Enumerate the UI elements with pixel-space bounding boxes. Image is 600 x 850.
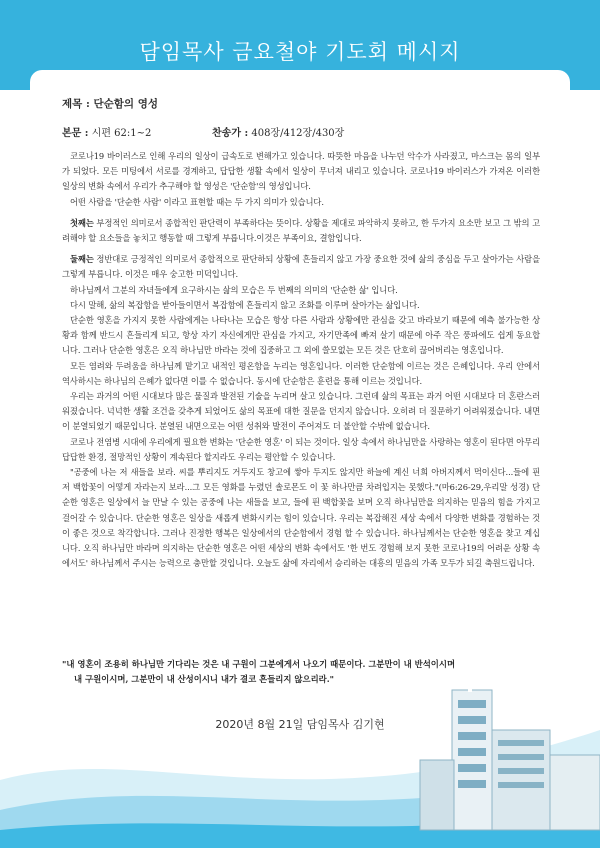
paragraph-second-point: 둘째는 정반대로 긍정적인 의미로서 종합적으로 판단하되 상황에 흔들리지 않고 가장 중요한 것에 삶의 중심을 두고 살아가는 사람을 그렇게 부릅니다. 이것은 매우 숭고한 미덕입니다. (62, 254, 540, 280)
page-title: 담임목사 금요철야 기도회 메시지 (139, 40, 461, 64)
paragraph: "공중에 나는 저 새들을 보라. 씨를 뿌리지도 거두지도 창고에 쌓아 두지도 않지만 하늘에 계신 너희 아버지께서 먹이신다...들에 핀 저 백합꽃이 어떻게 자라는지 보라...그 모든 영화를 누렸던 솔로몬도 이 꽃 하나만큼 차려입지는 못했다."(마6:26-29,우리말 성경) 단순한 영혼은 일상에서 늘 만날 수 있는 공중에 나는 새들을 보고, 들에 핀 백합꽃을 보며 오직 하나님만을 의지하는 믿음의 힘을 가지고 걸어갈 수 있습니다. 단순한 영혼은 일상을 새롭게 변화시키는 힘이 있습니다. 우리는 복잡해진 세상 속에서 다양한 변화를 경험하는 것이 좋은 것으로 착각합니다. 그러나 진정한 행복은 일상에서의 단순함에서 경험 할 수 있습니다. 하나님께서는 단순한 영혼을 찾고 계십니다. 오직 하나님만 바라며 의지하는 단순한 영혼은 어떤 세상의 변화 속에서도 '한 번도 경험해 보지 못한 코로나19의 어려운 상황 속에서도' 하나님께서 주시는 능력으로 충만할 것입니다. 오늘도 삶에 자리에서 승리하는 대흥의 믿음의 가족 모두가 되길 축원드립니다. (62, 467, 540, 569)
quote-line-1: "내 영혼이 조용히 하나님만 기다리는 것은 내 구원이 그분에게서 나오기 때문이다. 그분만이 내 반석이시며 (62, 659, 456, 669)
subject-label: 제목 : (62, 98, 90, 110)
paragraph: 어떤 사람을 '단순한 사람' 이라고 표현할 때는 두 가지 의미가 있습니다. (70, 196, 324, 207)
paragraph: 우리는 과거의 어떤 시대보다 많은 물질과 발전된 기술을 누리며 살고 있습니다. 그런데 삶의 목표는 과거 어떤 시대보다 더 혼란스러워졌습니다. 넉넉한 생활 조건을 갖추게 되었어도 삶의 목표에 대한 질문을 던지지 않습니다. 오히려 더 질문하기 어려워졌습니다. 내면이 분열되었기 때문입니다. 분열된 내면으로는 어떤 성취와 발전이 주어져도 더 불안할 수밖에 없습니다. (62, 391, 540, 432)
subject-value: 단순함의 영성 (93, 98, 158, 110)
quote-line-2: 내 구원이시며, 그분만이 내 산성이시니 내가 결코 흔들리지 않으리라." (74, 674, 335, 684)
hymn-value: 408장/412장/430장 (251, 128, 345, 139)
scripture-value: 시편 62:1~2 (91, 128, 152, 139)
hymn-label: 찬송가 : (212, 128, 249, 139)
paragraph: 코로나 전염병 시대에 우리에게 필요한 변화는 '단순한 영혼' 이 되는 것이다. 일상 속에서 하나님만을 사랑하는 영혼이 된다면 아무리 답답한 환경, 절망적인 상황이 계속된다 할지라도 우리는 평안할 수 있습니다. (62, 436, 540, 462)
paragraph: 모든 염려와 두려움을 하나님께 맡기고 내적인 평온함을 누리는 영혼입니다. 이러한 단순함에 이르는 것은 은혜입니다. 우리 안에서 역사하시는 하나님의 은혜가 없다면 이를 수 없습니다. 동시에 단순함은 훈련을 통해 이르는 것입니다. (62, 360, 540, 386)
paragraph: 다시 말해, 삶의 복잡함을 받아들이면서 복잡함에 흔들리지 않고 조화를 이루며 살아가는 삶입니다. (70, 299, 420, 310)
paragraph: 단순한 영혼을 가지지 못한 사람에게는 나타나는 모습은 항상 다른 사람과 상황에만 관심을 갖고 바라보기 때문에 예측 불가능한 상황과 함께 반드시 흔들리게 되고, 항상 자기 자신에게만 관심을 가지고, 자기만족에 빠져 살기 때문에 아주 작은 풍파에도 쉽게 동요합니다. 그러나 단순한 영혼은 오직 하나님만 바라는 것에 집중하고 그 외에 쓸모없는 모든 것은 단호히 끊어버리는 영혼입니다. (62, 315, 540, 356)
scripture-line (62, 124, 151, 139)
signature-line: 2020년 8월 21일 담임목사 김기현 (215, 718, 385, 731)
sermon-body (62, 149, 540, 571)
paragraph: 코로나19 바이러스로 인해 우리의 일상이 급속도로 변해가고 있습니다. 따뜻한 마음을 나누던 악수가 사라졌고, 마스크는 몸의 일부가 되었다. 모든 미팅에서 서로를 경계하고, 답답한 생활 속에서 일상이 무너져 내리고 있습니다. 코로나19 바이러스가 가져온 이러한 일상의 변화 속에서 우리가 추구해야 할 영성은 '단순함'의 영성입니다. (62, 151, 540, 192)
scripture-quote (62, 657, 542, 687)
paragraph: 하나님께서 그분의 자녀들에게 요구하시는 삶의 모습은 두 번째의 의미의 '단순한 삶' 입니다. (70, 284, 398, 295)
hymn-line (212, 124, 344, 139)
church-building-illustration (0, 660, 600, 848)
paragraph-first-point: 첫째는 부정적인 의미로서 종합적인 판단력이 부족하다는 뜻이다. 상황을 제대로 파악하지 못하고, 한 두가지 요소만 보고 그 밖의 고려해야 할 요소들을 놓치고 행동할 때 그렇게 부릅니다.이것은 부족이요, 결함입니다. (62, 217, 540, 244)
subject-line (62, 96, 158, 111)
scripture-label: 본문 : (62, 128, 89, 139)
